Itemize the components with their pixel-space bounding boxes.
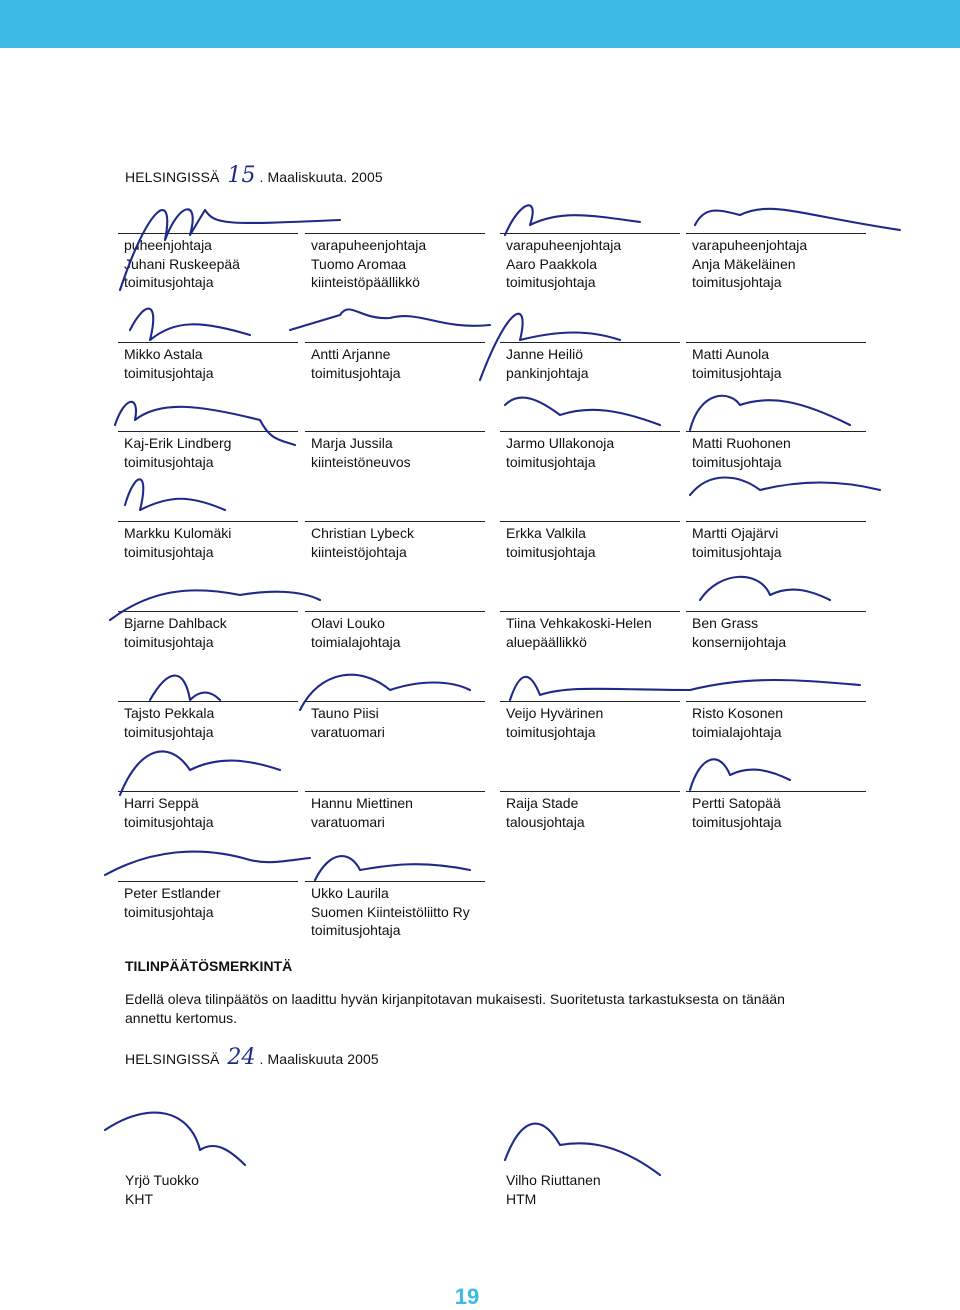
date-rest: . Maaliskuuta 2005 <box>259 1051 379 1067</box>
signature-line <box>305 431 485 432</box>
date-line-audit <box>125 1045 379 1070</box>
signature-line <box>500 431 680 432</box>
signatory-text: Matti Ruohonen <box>692 435 791 451</box>
auditor-title: HTM <box>506 1190 537 1207</box>
date-place: HELSINGISSÄ <box>125 1051 220 1067</box>
signatory-text: toimitusjohtaja <box>506 274 596 290</box>
signatory-text: Ukko Laurila <box>311 885 389 901</box>
signature-line <box>686 342 866 343</box>
signature-line <box>305 701 485 702</box>
signatory-text: toimitusjohtaja <box>692 813 782 830</box>
signatory-text: toimitusjohtaja <box>311 922 401 938</box>
signature-line <box>118 431 298 432</box>
signatory-block <box>692 434 862 471</box>
signatory-text: kiinteistöpäällikkö <box>311 274 420 290</box>
signatory-block <box>506 434 676 471</box>
signatory-block <box>692 345 862 382</box>
signatory-block <box>311 236 481 292</box>
signature-line <box>500 701 680 702</box>
signatory-text: pankinjohtaja <box>506 364 589 381</box>
audit-note-heading: TILINPÄÄTÖSMERKINTÄ <box>125 958 293 974</box>
signatory-text: aluepäällikkö <box>506 633 587 650</box>
signature-line <box>305 881 485 882</box>
signatory-block <box>124 236 294 292</box>
signatory-text: Markku Kulomäki <box>124 525 232 541</box>
signatory-block <box>124 524 294 561</box>
signatory-text: Juhani Ruskeepää <box>124 255 240 272</box>
signature-line <box>686 701 866 702</box>
signatory-block <box>124 884 294 921</box>
signatory-text: Tajsto Pekkala <box>124 705 215 721</box>
signatory-block <box>506 524 676 561</box>
signatory-text: kiinteistöneuvos <box>311 453 411 470</box>
signatory-text: toimitusjohtaja <box>124 633 214 650</box>
signatory-text: Peter Estlander <box>124 885 221 901</box>
signatory-block <box>506 614 676 651</box>
auditor-name: Vilho Riuttanen <box>506 1172 601 1188</box>
signatory-text: Erkka Valkila <box>506 525 586 541</box>
signatory-block <box>124 794 294 831</box>
signature-line <box>686 233 866 234</box>
signatory-block <box>311 704 481 741</box>
top-banner <box>0 0 960 48</box>
signature-line <box>686 431 866 432</box>
date-rest: . Maaliskuuta. 2005 <box>259 169 383 185</box>
date-place: HELSINGISSÄ <box>125 169 220 185</box>
signature-line <box>305 233 485 234</box>
date-day-handwritten: 15 <box>227 163 256 188</box>
auditor-name: Yrjö Tuokko <box>125 1172 199 1188</box>
signatory-text: varatuomari <box>311 813 385 830</box>
signature-line <box>118 611 298 612</box>
signatory-text: Aaro Paakkola <box>506 255 598 272</box>
signatory-block <box>124 434 294 471</box>
signatory-text: toimialajohtaja <box>311 633 401 650</box>
signatory-text: toimitusjohtaja <box>692 453 782 470</box>
signatory-text: puheenjohtaja <box>124 237 212 253</box>
signatory-text: Harri Seppä <box>124 795 199 811</box>
signatory-text: Ben Grass <box>692 615 759 631</box>
signatory-text: kiinteistöjohtaja <box>311 543 407 560</box>
signatory-block <box>311 345 481 382</box>
signatory-block <box>692 524 862 561</box>
signature-line <box>118 791 298 792</box>
signatory-text: toimitusjohtaja <box>692 543 782 560</box>
signatory-text: toimitusjohtaja <box>124 364 214 381</box>
signatory-text: toimialajohtaja <box>692 723 782 740</box>
signatory-text: toimitusjohtaja <box>506 543 596 560</box>
signatory-block <box>692 794 862 831</box>
signatory-text: Hannu Miettinen <box>311 795 413 811</box>
auditor-1 <box>125 1171 295 1208</box>
signatory-text: Kaj-Erik Lindberg <box>124 435 232 451</box>
signatory-text: talousjohtaja <box>506 813 585 830</box>
signatory-text: Risto Kosonen <box>692 705 784 721</box>
signature-line <box>305 611 485 612</box>
signatory-text: toimitusjohtaja <box>506 723 596 740</box>
signatory-block <box>311 614 481 651</box>
signature-line <box>305 791 485 792</box>
date-line-signing <box>125 163 383 188</box>
signatory-block <box>124 704 294 741</box>
signatory-text: Tauno Piisi <box>311 705 379 721</box>
signatory-text: varapuheenjohtaja <box>311 237 427 253</box>
signatory-text: varapuheenjohtaja <box>692 237 808 253</box>
signatory-text: Raija Stade <box>506 795 579 811</box>
signatory-text: Marja Jussila <box>311 435 393 451</box>
signatory-block <box>311 884 481 940</box>
signatory-text: toimitusjohtaja <box>506 453 596 470</box>
signatory-text: konsernijohtaja <box>692 633 787 650</box>
signatory-text: toimitusjohtaja <box>124 543 214 560</box>
signature-line <box>500 342 680 343</box>
signatory-text: Olavi Louko <box>311 615 385 631</box>
signature-line <box>118 701 298 702</box>
signatory-block <box>124 345 294 382</box>
signatory-text: toimitusjohtaja <box>311 364 401 381</box>
signatory-text: toimitusjohtaja <box>124 903 214 920</box>
signatory-block <box>506 794 676 831</box>
signature-line <box>118 521 298 522</box>
signatory-block <box>311 524 481 561</box>
signatory-text: Suomen Kiinteistöliitto Ry <box>311 903 470 920</box>
signatory-text: Anja Mäkeläinen <box>692 255 796 272</box>
signatory-block <box>692 236 862 292</box>
signatory-text: Tuomo Aromaa <box>311 255 407 272</box>
signatory-block <box>311 434 481 471</box>
signatory-text: Christian Lybeck <box>311 525 414 541</box>
signature-line <box>118 342 298 343</box>
signatory-block <box>506 236 676 292</box>
signatory-text: toimitusjohtaja <box>124 723 214 740</box>
signatory-text: Tiina Vehkakoski-Helen <box>506 615 652 631</box>
signatory-text: Martti Ojajärvi <box>692 525 779 541</box>
auditor-title: KHT <box>125 1190 153 1207</box>
signatory-text: toimitusjohtaja <box>692 274 782 290</box>
signatory-text: varatuomari <box>311 723 385 740</box>
signatory-text: toimitusjohtaja <box>692 364 782 381</box>
signature-line <box>686 611 866 612</box>
signatory-text: Bjarne Dahlback <box>124 615 227 631</box>
signatory-text: Jarmo Ullakonoja <box>506 435 615 451</box>
date-day-handwritten: 24 <box>227 1045 256 1070</box>
signatory-text: toimitusjohtaja <box>124 813 214 830</box>
signatory-text: toimitusjohtaja <box>124 274 214 290</box>
signatory-text: Veijo Hyvärinen <box>506 705 604 721</box>
auditor-2 <box>506 1171 676 1208</box>
signature-line <box>500 521 680 522</box>
signatory-block <box>506 345 676 382</box>
audit-note-paragraph: Edellä oleva tilinpäätös on laadittu hyvän kirjanpitotavan mukaisesti. Suoritetusta tarkastuksesta on tänään annettu kertomus. <box>125 991 785 1026</box>
signature-line <box>500 611 680 612</box>
signatory-block <box>124 614 294 651</box>
signatory-text: Antti Arjanne <box>311 346 391 362</box>
signature-line <box>118 233 298 234</box>
signatory-block <box>506 704 676 741</box>
page-number: 19 <box>454 1284 480 1309</box>
signatory-text: varapuheenjohtaja <box>506 237 622 253</box>
signature-line <box>686 521 866 522</box>
signature-line <box>686 791 866 792</box>
signature-line <box>500 233 680 234</box>
signatory-text: Matti Aunola <box>692 346 770 362</box>
signatory-block <box>692 704 862 741</box>
signature-line <box>305 521 485 522</box>
signatory-block <box>692 614 862 651</box>
signatory-text: toimitusjohtaja <box>124 453 214 470</box>
signatory-block <box>311 794 481 831</box>
signatory-text: Mikko Astala <box>124 346 203 362</box>
signatory-text: Pertti Satopää <box>692 795 781 811</box>
signature-line <box>500 791 680 792</box>
signatory-text: Janne Heiliö <box>506 346 584 362</box>
signature-line <box>305 342 485 343</box>
signature-line <box>118 881 298 882</box>
